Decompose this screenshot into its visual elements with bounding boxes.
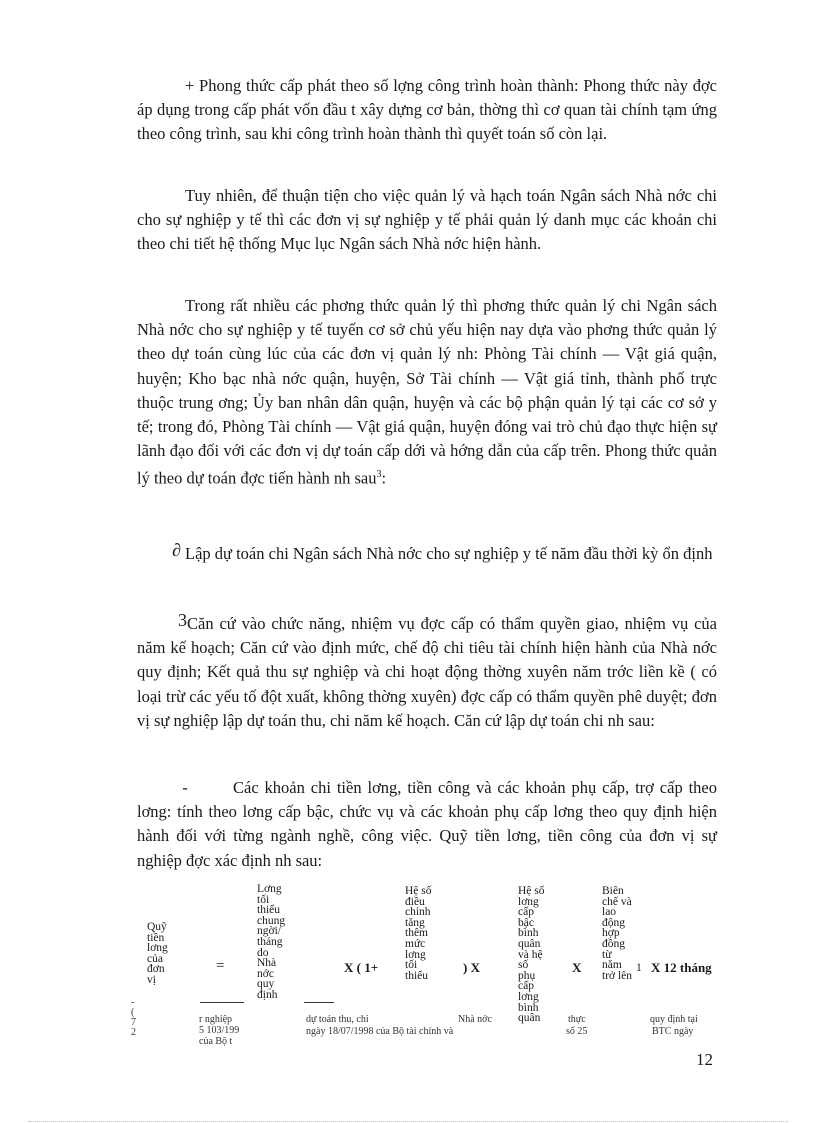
footnote-fragment: số 25 [566,1026,588,1037]
partial-symbol: ∂ [172,540,181,560]
paragraph-salary-costs: - Các khoản chi tiền lơng, tiền công và các khoản phụ cấp, trợ cấp theo lơng: tính theo lơng cấp bậc, chức vụ và các khoản phụ cấp lơng theo quy định hiện hành đối với từng ngành nghề, công việc. Quỹ tiền lơng, tiền công của đơn vị sự nghiệp đợc xác định nh sau: [137,778,717,870]
footnote-fragment: Nhà nớc [458,1014,492,1025]
formula-op-times-one-plus: X ( 1+ [344,960,379,975]
footnote-fragment: ngày 18/07/1998 của Bộ tài chính và [306,1026,454,1037]
dash-bullet: - [182,778,188,797]
paragraph-estimate-basis: 3Căn cứ vào chức năng, nhiệm vụ đợc cấp có thẩm quyền giao, nhiệm vụ của năm kế hoạch; Căn cứ vào định mức, chế độ chi tiêu tài chính hiện hành của Nhà nớc quy định; Kết quả thu sự nghiệp và chi hoạt động thờng xuyên năm trớc liền kề ( có loại trừ các yếu tố đột xuất, không thờng xuyên) đợc cấp có thẩm quyền phê duyệt; đơn vị sự nghiệp lập dự toán thu, chi năm kế hoạch. Căn cứ lập dự toán chi nh sau: [137,610,717,730]
formula-op-close-times: ) X [463,960,480,975]
formula-col-adjust-coefficient: Hệ số điều chỉnh tăng thêm mức lơng tối thiểu [405,885,432,982]
formula-col-salary-fund: Quỹ tiền lơng của đơn vị [147,921,168,986]
footnote-fragment: r nghiệp [199,1014,233,1025]
footnote-fragment: dự toán thu, chi [306,1014,369,1025]
footnote-fragment: BTC ngày [652,1026,694,1037]
paragraph-management-methods: Trong rất nhiều các phơng thức quản lý thì phơng thức quản lý chi Ngân sách Nhà nớc cho sự nghiệp y tế tuyến cơ sở chủ yếu hiện nay dựa vào phơng thức quản lý theo dự toán cùng lúc của các đơn vị quản lý nh: Phòng Tài chính — Vật giá quận, huyện; Kho bạc nhà nớc quận, huyện, Sở Tài chính — Vật giá tỉnh, thành phố trực thuộc trung ơng; Ủy ban nhân dân quận, huyện và các bộ phận quản lý tại các cơ sở y tế; trong đó, Phòng Tài chính — Vật giá quận, huyện đóng vai trò chủ đạo thực hiện sự lãnh đạo đối với các đơn vị dự toán cấp dới và hớng dẫn của cấp trên. Phong thức quản lý theo dự toán đợc tiến hành nh sau$^3$: [137,296,717,488]
formula-rule-1 [200,1002,244,1003]
paragraph-payment-by-works: + Phong thức cấp phát theo số lợng công trình hoàn thành: Phong thức này đợc áp dụng trong cấp phát vốn đầu t xây dựng cơ bản, thờng thì cơ quan tài chính tạm ứng theo công trình, sau khi công trình hoàn thành thì quyết toán số còn lại. [137,76,717,144]
formula-op-times: X [572,960,582,975]
footnote-left-marks: - ( 7 2 [131,998,136,1038]
formula-col-salary-coefficient: Hệ số lơng cấp bậc bình quân và hệ số phụ cấp lơng bình quân [518,885,545,1025]
footnote-fragment: của Bộ t [199,1036,233,1047]
footnote-ref: 3 [376,469,382,481]
page-number: 12 [696,1050,713,1069]
formula-one-year: 1 [636,962,642,974]
formula-col-staff-count: Biên chế và lao động hợp đồng từ năm trở lên [602,885,633,982]
footnote-fragment: quy định tại [650,1014,698,1025]
paragraph-budget-management: Tuy nhiên, để thuận tiện cho việc quản lý và hạch toán Ngân sách Nhà nớc chi cho sự nghiệp y tế thì các đơn vị sự nghiệp y tế phải quản lý danh mục các khoản chi theo chi tiết hệ thống Mục lục Ngân sách Nhà nớc hiện hành. [137,186,717,254]
formula-op-twelve-months: X 12 tháng [651,960,712,975]
formula-equals: = [216,958,225,974]
page-bottom-divider [28,1121,788,1122]
formula-rule-2 [304,1002,334,1003]
footnote-fragment: thực [568,1014,586,1025]
formula-col-min-wage: Lơng tối thiểu chung ngời/ tháng do Nhà nớc quy định [257,883,286,1001]
paragraph-step-heading: ∂ Lập dự toán chi Ngân sách Nhà nớc cho sự nghiệp y tế năm đầu thời kỳ ổn định [137,538,717,566]
footnote-fragment: 5 103/199 [199,1025,240,1036]
step-symbol: 3 [178,610,187,630]
